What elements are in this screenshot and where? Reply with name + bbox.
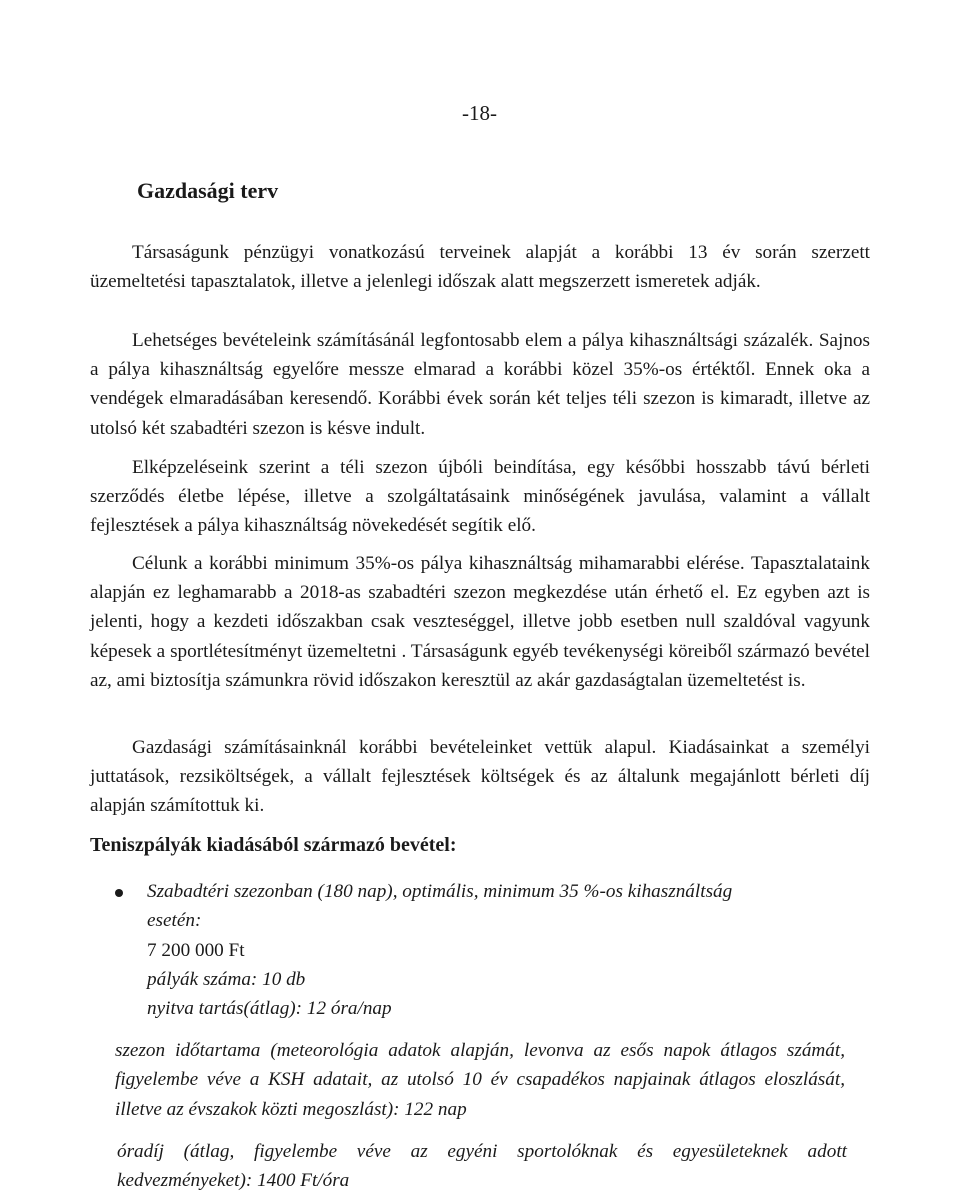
revenue-bullet (115, 877, 875, 1023)
revenue-subheading: Teniszpályák kiadásából származó bevétel: (90, 834, 457, 856)
paragraph-2-text: Lehetséges bevételeink számításánál legfontosabb elem a pálya kihasználtsági százalék. Sajnos a pálya kihasználtság egyelőre messze elmarad a korábbi közel 35%-os értéktől. Ennek oka a vendégek elmaradásában keresendő. Korábbi évek során két teljes téli szezon is kimaradt, illetve az utolsó két szabadtéri szezon is késve indult. (90, 330, 870, 439)
paragraph-2 (90, 326, 870, 443)
bullet-icon (115, 889, 123, 897)
paragraph-5-text: Gazdasági számításainknál korábbi bevételeinket vettük alapul. Kiadásainkat a személyi juttatások, rezsiköltségek, a vállalt fejlesztések költségek és az általunk megajánlott bérleti díj alapján számítottuk ki. (90, 737, 870, 817)
bullet-heading-line-2: esetén: (147, 910, 202, 932)
revenue-amount: 7 200 000 Ft (147, 939, 245, 961)
opening-hours: nyitva tartás(átlag): 12 óra/nap (147, 998, 392, 1020)
paragraph-4-text: Célunk a korábbi minimum 35%-os pálya kihasználtság mihamarabbi elérése. Tapasztalataink alapján ez leghamarabb a 2018-as szabadtéri szezon megkezdése után érhető el. Ez egyben azt is jelenti, hogy a kezdeti időszakban csak veszteséggel, illetve jobb esetben null szaldóval vagyunk képesek a sportlétesítményt üzemeltetni . Társaságunk egyéb tevékenységi köreiből származó bevétel az, ami biztosítja számunkra rövid időszakon keresztül az akár gazdaságtalan üzemeltetést is. (90, 553, 870, 691)
hourly-rate-note: óradíj (átlag, figyelembe véve az egyéni sportolóknak és egyesületeknek adott kedvezményeket): 1400 Ft/óra (117, 1141, 847, 1192)
paragraph-3-text: Elképzeléseink szerint a téli szezon újbóli beindítása, egy későbbi hosszabb távú bérleti szerződés életbe lépése, illetve a szolgáltatásaink minőségének javulása, valamint a vállalt fejlesztések a pálya kihasználtság növekedését segítik elő. (90, 457, 870, 537)
page-number: -18- (462, 101, 497, 125)
paragraph-5 (90, 733, 870, 821)
season-duration-note: szezon időtartama (meteorológia adatok alapján, levonva az esős napok átlagos számát, figyelembe véve a KSH adatait, az utolsó 10 év csapadékos napjainak átlagos eloszlását, illetve az évszakok közti megoszlást): 122 nap (115, 1040, 845, 1120)
paragraph-4 (90, 549, 870, 695)
paragraph-1 (90, 238, 870, 296)
paragraph-3 (90, 453, 870, 541)
paragraph-1-text: Társaságunk pénzügyi vonatkozású terveinek alapját a korábbi 13 év során szerzett üzemeltetési tapasztalatok, illetve a jelenlegi időszak alatt megszerzett ismeretek adják. (90, 242, 870, 293)
section-title: Gazdasági terv (137, 178, 279, 203)
courts-count: pályák száma: 10 db (147, 968, 306, 990)
bullet-content (147, 877, 875, 1023)
bullet-heading-line-1: Szabadtéri szezonban (180 nap), optimális, minimum 35 %-os kihasználtság (147, 881, 733, 902)
